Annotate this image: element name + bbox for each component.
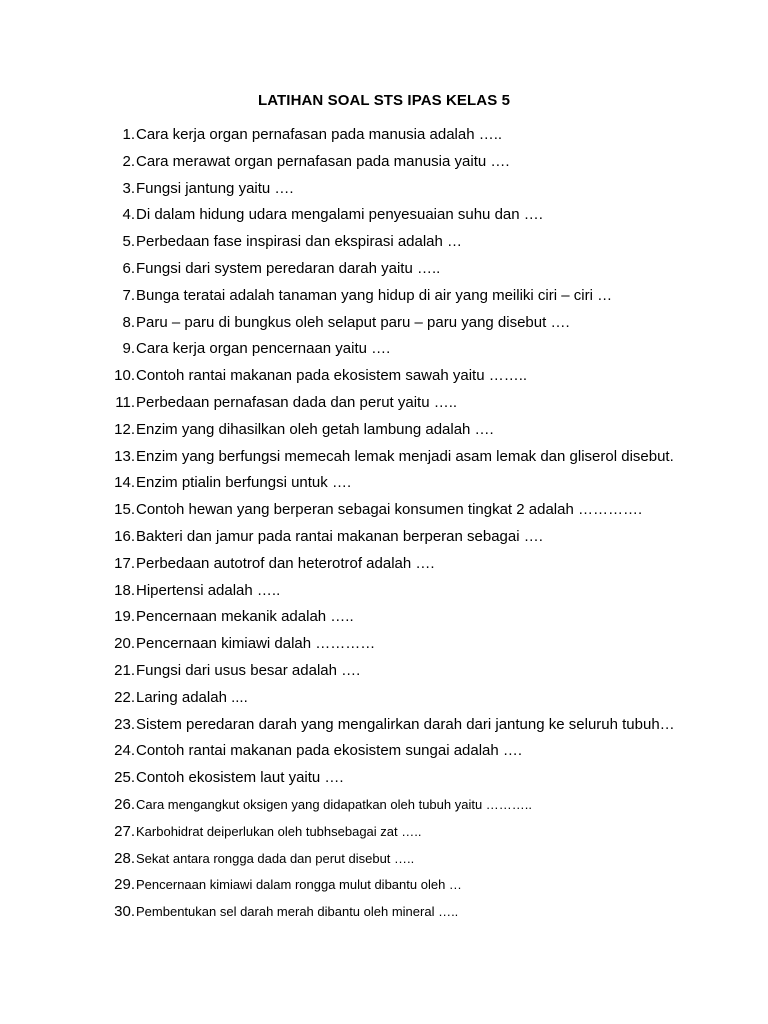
question-item xyxy=(107,687,747,714)
question-number: 16. xyxy=(114,527,135,545)
question-number: 17. xyxy=(114,554,135,572)
question-text: Enzim yang berfungsi memecah lemak menjadi asam lemak dan gliserol disebut. xyxy=(136,447,674,465)
question-number: 5. xyxy=(122,233,135,251)
question-number: 20. xyxy=(114,635,135,653)
question-number: 3. xyxy=(122,179,135,197)
question-item xyxy=(107,419,747,446)
question-text: Contoh rantai makanan pada ekosistem sawah yaitu …….. xyxy=(136,367,528,385)
question-item xyxy=(107,312,747,339)
question-item xyxy=(107,874,747,901)
question-text: Cara mengangkut oksigen yang didapatkan oleh tubuh yaitu ……….. xyxy=(136,796,533,812)
question-item xyxy=(107,338,747,365)
question-text: Pencernaan kimiawi dalah ………… xyxy=(136,635,376,653)
question-number: 7. xyxy=(122,286,135,304)
question-text: Fungsi jantung yaitu …. xyxy=(136,179,294,197)
question-item xyxy=(107,365,747,392)
question-text: Fungsi dari usus besar adalah …. xyxy=(136,661,361,679)
question-number: 28. xyxy=(114,849,135,867)
question-text: Perbedaan pernafasan dada dan perut yaitu ….. xyxy=(136,393,458,411)
question-item xyxy=(107,285,747,312)
question-text: Contoh hewan yang berperan sebagai konsumen tingkat 2 adalah …………. xyxy=(136,501,643,519)
question-number: 8. xyxy=(122,313,135,331)
question-text: Perbedaan fase inspirasi dan ekspirasi adalah … xyxy=(136,233,463,251)
question-item xyxy=(107,794,747,821)
question-number: 9. xyxy=(122,340,135,358)
question-number: 27. xyxy=(114,822,135,840)
question-item xyxy=(107,740,747,767)
question-text: Sistem peredaran darah yang mengalirkan darah dari jantung ke seluruh tubuh… xyxy=(136,715,675,733)
question-item xyxy=(107,446,747,473)
page-title: LATIHAN SOAL STS IPAS KELAS 5 xyxy=(257,92,511,109)
question-item xyxy=(107,660,747,687)
question-text: Cara merawat organ pernafasan pada manusia yaitu …. xyxy=(136,152,510,170)
question-number: 21. xyxy=(114,661,135,679)
question-text: Paru – paru di bungkus oleh selaput paru – paru yang disebut …. xyxy=(136,313,570,331)
question-item xyxy=(107,258,747,285)
question-number: 11. xyxy=(115,393,135,411)
question-number: 24. xyxy=(114,742,135,760)
question-item xyxy=(107,901,747,928)
question-item xyxy=(107,124,747,151)
question-number: 13. xyxy=(114,447,135,465)
question-item xyxy=(107,392,747,419)
question-number: 4. xyxy=(122,206,135,224)
question-item xyxy=(107,821,747,848)
question-text: Cara kerja organ pernafasan pada manusia adalah ….. xyxy=(136,126,503,143)
question-item xyxy=(107,633,747,660)
question-number: 30. xyxy=(114,903,135,921)
question-number: 19. xyxy=(114,608,135,626)
question-item xyxy=(107,553,747,580)
question-text: Karbohidrat deiperlukan oleh tubhsebagai zat ….. xyxy=(136,823,422,839)
question-text: Pencernaan kimiawi dalam rongga mulut dibantu oleh … xyxy=(136,877,462,893)
question-number: 15. xyxy=(114,501,135,519)
question-text: Bakteri dan jamur pada rantai makanan berperan sebagai …. xyxy=(136,527,543,545)
question-list xyxy=(107,124,747,928)
question-text: Sekat antara rongga dada dan perut disebut ….. xyxy=(136,850,415,866)
question-number: 6. xyxy=(122,259,135,277)
question-item xyxy=(107,767,747,794)
question-item xyxy=(107,848,747,875)
question-text: Enzim yang dihasilkan oleh getah lambung adalah …. xyxy=(136,420,494,438)
question-text: Contoh ekosistem laut yaitu …. xyxy=(136,769,344,787)
question-number: 14. xyxy=(114,474,135,492)
question-text: Bunga teratai adalah tanaman yang hidup di air yang meiliki ciri – ciri … xyxy=(136,286,613,304)
question-text: Perbedaan autotrof dan heterotrof adalah …. xyxy=(136,554,435,572)
question-text: Fungsi dari system peredaran darah yaitu ….. xyxy=(136,259,441,277)
question-item xyxy=(107,204,747,231)
question-item xyxy=(107,231,747,258)
question-text: Cara kerja organ pencernaan yaitu …. xyxy=(136,340,391,358)
question-item xyxy=(107,499,747,526)
question-text: Laring adalah .... xyxy=(136,688,248,706)
question-item xyxy=(107,178,747,205)
question-text: Pembentukan sel darah merah dibantu oleh mineral ….. xyxy=(136,904,459,920)
question-number: 26. xyxy=(114,795,135,813)
question-text: Hipertensi adalah ….. xyxy=(136,581,281,599)
question-number: 18. xyxy=(114,581,135,599)
question-text: Di dalam hidung udara mengalami penyesuaian suhu dan …. xyxy=(136,206,543,224)
question-text: Pencernaan mekanik adalah ….. xyxy=(136,608,354,626)
question-number: 29. xyxy=(114,876,135,894)
question-item xyxy=(107,526,747,553)
question-number: 2. xyxy=(122,152,135,170)
question-number: 1. xyxy=(122,126,135,143)
question-text: Enzim ptialin berfungsi untuk …. xyxy=(136,474,352,492)
question-item xyxy=(107,580,747,607)
question-item xyxy=(107,714,747,741)
question-item xyxy=(107,606,747,633)
question-number: 10. xyxy=(114,367,135,385)
question-item xyxy=(107,151,747,178)
question-number: 25. xyxy=(114,769,135,787)
question-number: 22. xyxy=(114,688,135,706)
question-item xyxy=(107,472,747,499)
question-text: Contoh rantai makanan pada ekosistem sungai adalah …. xyxy=(136,742,523,760)
question-number: 12. xyxy=(114,420,135,438)
question-number: 23. xyxy=(114,715,135,733)
